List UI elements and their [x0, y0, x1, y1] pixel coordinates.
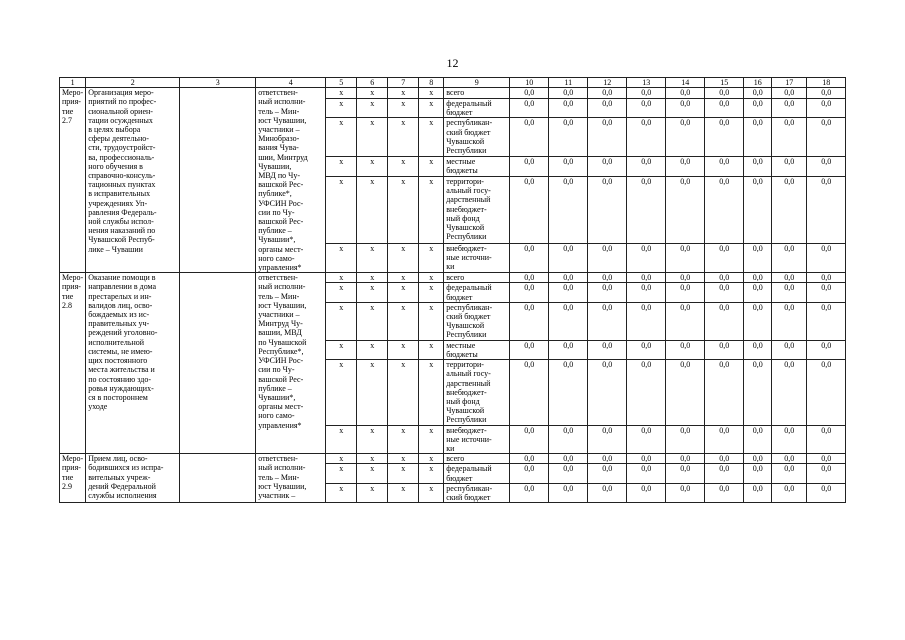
value-cell: 0,0 [627, 177, 666, 244]
code-cell-x6: х [357, 157, 388, 177]
value-cell: 0,0 [627, 340, 666, 359]
code-cell-x8: х [419, 98, 444, 118]
value-cell: 0,0 [588, 340, 627, 359]
value-cell: 0,0 [807, 88, 846, 98]
table-row [60, 88, 846, 98]
code-cell-x5: х [326, 157, 357, 177]
header-cell-12: 12 [588, 78, 627, 88]
code-cell-x6: х [357, 98, 388, 118]
value-cell: 0,0 [549, 302, 588, 340]
code-cell-x7: х [388, 273, 419, 283]
value-cell: 0,0 [705, 360, 744, 425]
code-cell-x8: х [419, 340, 444, 359]
code-cell-x6: х [357, 464, 388, 483]
value-cell: 0,0 [510, 88, 549, 98]
value-cell: 0,0 [744, 464, 772, 483]
value-cell: 0,0 [744, 454, 772, 464]
value-cell: 0,0 [666, 483, 705, 502]
value-cell: 0,0 [510, 454, 549, 464]
value-cell: 0,0 [666, 464, 705, 483]
funding-source: федеральный бюджет [444, 464, 510, 483]
code-cell-x7: х [388, 483, 419, 502]
value-cell: 0,0 [510, 302, 549, 340]
value-cell: 0,0 [510, 157, 549, 177]
value-cell: 0,0 [666, 360, 705, 425]
budget-table [59, 77, 846, 503]
value-cell: 0,0 [549, 454, 588, 464]
header-cell-1: 1 [60, 78, 86, 88]
value-cell: 0,0 [744, 283, 772, 302]
value-cell: 0,0 [666, 88, 705, 98]
code-cell-x5: х [326, 340, 357, 359]
code-cell-x6: х [357, 360, 388, 425]
value-cell: 0,0 [744, 118, 772, 157]
code-cell-x7: х [388, 464, 419, 483]
value-cell: 0,0 [588, 483, 627, 502]
table-row [60, 454, 846, 464]
value-cell: 0,0 [705, 283, 744, 302]
value-cell: 0,0 [666, 273, 705, 283]
code-cell-x5: х [326, 464, 357, 483]
value-cell: 0,0 [549, 157, 588, 177]
value-cell: 0,0 [666, 425, 705, 454]
value-cell: 0,0 [588, 157, 627, 177]
value-cell: 0,0 [510, 483, 549, 502]
value-cell: 0,0 [807, 454, 846, 464]
code-cell-x8: х [419, 425, 444, 454]
value-cell: 0,0 [705, 177, 744, 244]
value-cell: 0,0 [807, 243, 846, 272]
header-cell-15: 15 [705, 78, 744, 88]
header-cell-7: 7 [388, 78, 419, 88]
value-cell: 0,0 [588, 88, 627, 98]
funding-source: местные бюджеты [444, 157, 510, 177]
header-row [60, 78, 846, 88]
value-cell: 0,0 [549, 425, 588, 454]
value-cell: 0,0 [772, 302, 807, 340]
table-row [60, 273, 846, 283]
code-cell-x8: х [419, 273, 444, 283]
value-cell: 0,0 [744, 302, 772, 340]
code-cell-x6: х [357, 425, 388, 454]
funding-source: внебюджет- ные источни- ки [444, 425, 510, 454]
value-cell: 0,0 [627, 425, 666, 454]
value-cell: 0,0 [549, 118, 588, 157]
value-cell: 0,0 [705, 243, 744, 272]
header-cell-9: 9 [444, 78, 510, 88]
code-cell-x8: х [419, 302, 444, 340]
header-cell-8: 8 [419, 78, 444, 88]
value-cell: 0,0 [627, 243, 666, 272]
code-cell-x6: х [357, 243, 388, 272]
value-cell: 0,0 [510, 118, 549, 157]
value-cell: 0,0 [549, 483, 588, 502]
funding-source: местные бюджеты [444, 340, 510, 359]
activity-description: Прием лиц, осво- бодившихся из испра- вительных учреж- дений Федеральной службы исполнения [86, 454, 180, 503]
funding-source: федеральный бюджет [444, 98, 510, 118]
activity-col3 [180, 273, 256, 454]
value-cell: 0,0 [772, 243, 807, 272]
value-cell: 0,0 [588, 283, 627, 302]
value-cell: 0,0 [549, 177, 588, 244]
code-cell-x5: х [326, 483, 357, 502]
value-cell: 0,0 [744, 425, 772, 454]
value-cell: 0,0 [807, 273, 846, 283]
code-cell-x8: х [419, 283, 444, 302]
value-cell: 0,0 [807, 118, 846, 157]
value-cell: 0,0 [588, 273, 627, 283]
activity-responsible: ответствен- ный исполни- тель – Мин- юст Чувашии, участники – Минтруд Чу- вашии, МВД по Чувашской Республике*, УФСИН Рос- сии по Чу- вашской Рес- публике – Чувашии*, органы мест- ного само- управления* [256, 273, 326, 454]
value-cell: 0,0 [510, 464, 549, 483]
code-cell-x8: х [419, 483, 444, 502]
header-cell-18: 18 [807, 78, 846, 88]
value-cell: 0,0 [705, 302, 744, 340]
value-cell: 0,0 [549, 98, 588, 118]
value-cell: 0,0 [744, 273, 772, 283]
value-cell: 0,0 [705, 157, 744, 177]
funding-source: территори- альный госу- дарственный внебюджет- ный фонд Чувашской Республики [444, 177, 510, 244]
header-cell-10: 10 [510, 78, 549, 88]
header-cell-3: 3 [180, 78, 256, 88]
header-cell-14: 14 [666, 78, 705, 88]
activity-description: Оказание помощи в направлении в дома престарелых и ин- валидов лиц, осво- бождаемых из ис- правительных уч- реждений уголовно- исполнительной системы, не имею- щих постоянного места жительства и по состоянию здо- ровья нуждающих- ся в постороннем уходе [86, 273, 180, 454]
value-cell: 0,0 [705, 98, 744, 118]
value-cell: 0,0 [744, 88, 772, 98]
value-cell: 0,0 [666, 177, 705, 244]
code-cell-x7: х [388, 340, 419, 359]
value-cell: 0,0 [549, 464, 588, 483]
value-cell: 0,0 [666, 454, 705, 464]
value-cell: 0,0 [772, 273, 807, 283]
value-cell: 0,0 [588, 177, 627, 244]
header-cell-4: 4 [256, 78, 326, 88]
value-cell: 0,0 [510, 177, 549, 244]
funding-source: территори- альный госу- дарственный внебюджет- ный фонд Чувашской Республики [444, 360, 510, 425]
code-cell-x5: х [326, 98, 357, 118]
value-cell: 0,0 [588, 360, 627, 425]
code-cell-x7: х [388, 88, 419, 98]
code-cell-x5: х [326, 283, 357, 302]
code-cell-x5: х [326, 360, 357, 425]
value-cell: 0,0 [588, 464, 627, 483]
value-cell: 0,0 [744, 98, 772, 118]
value-cell: 0,0 [549, 360, 588, 425]
code-cell-x8: х [419, 243, 444, 272]
funding-source: всего [444, 273, 510, 283]
value-cell: 0,0 [807, 157, 846, 177]
code-cell-x6: х [357, 454, 388, 464]
header-cell-2: 2 [86, 78, 180, 88]
value-cell: 0,0 [807, 283, 846, 302]
value-cell: 0,0 [807, 425, 846, 454]
value-cell: 0,0 [627, 273, 666, 283]
value-cell: 0,0 [627, 157, 666, 177]
funding-source: федеральный бюджет [444, 283, 510, 302]
code-cell-x7: х [388, 454, 419, 464]
value-cell: 0,0 [772, 464, 807, 483]
page-number: 12 [446, 56, 459, 70]
code-cell-x5: х [326, 425, 357, 454]
value-cell: 0,0 [549, 283, 588, 302]
value-cell: 0,0 [772, 454, 807, 464]
value-cell: 0,0 [588, 454, 627, 464]
code-cell-x7: х [388, 177, 419, 244]
code-cell-x8: х [419, 118, 444, 157]
value-cell: 0,0 [627, 118, 666, 157]
code-cell-x7: х [388, 98, 419, 118]
code-cell-x6: х [357, 340, 388, 359]
value-cell: 0,0 [666, 283, 705, 302]
code-cell-x6: х [357, 118, 388, 157]
code-cell-x7: х [388, 243, 419, 272]
code-cell-x8: х [419, 464, 444, 483]
code-cell-x6: х [357, 273, 388, 283]
value-cell: 0,0 [807, 360, 846, 425]
value-cell: 0,0 [772, 118, 807, 157]
activity-responsible: ответствен- ный исполни- тель – Мин- юст Чувашии, участники – Минобразо- вания Чува- шии, Минтруд Чувашии, МВД по Чу- вашской Рес- публике*, УФСИН Рос- сии по Чу- вашской Рес- публике – Чувашии*, органы мест- ного само- управления* [256, 88, 326, 273]
value-cell: 0,0 [666, 98, 705, 118]
value-cell: 0,0 [627, 98, 666, 118]
value-cell: 0,0 [807, 98, 846, 118]
value-cell: 0,0 [772, 177, 807, 244]
code-cell-x7: х [388, 118, 419, 157]
value-cell: 0,0 [772, 88, 807, 98]
value-cell: 0,0 [807, 483, 846, 502]
value-cell: 0,0 [588, 98, 627, 118]
value-cell: 0,0 [510, 425, 549, 454]
value-cell: 0,0 [510, 273, 549, 283]
value-cell: 0,0 [807, 302, 846, 340]
value-cell: 0,0 [588, 118, 627, 157]
value-cell: 0,0 [666, 340, 705, 359]
value-cell: 0,0 [744, 340, 772, 359]
activity-description: Организация меро- приятий по профес- сиональной ориен- тации осужденных в целях выбора сферы деятельно- сти, трудоустройст- ва, профессиональ- ного обучения в справочно-консуль- тационных пунктах в исправительных учреждениях Уп- равления Федераль- ной службы испол- нения наказаний по Чувашской Респуб- лике – Чувашии [86, 88, 180, 273]
code-cell-x8: х [419, 454, 444, 464]
code-cell-x5: х [326, 273, 357, 283]
code-cell-x5: х [326, 454, 357, 464]
value-cell: 0,0 [744, 483, 772, 502]
value-cell: 0,0 [627, 360, 666, 425]
activity-code: Меро- прия- тие 2.9 [60, 454, 86, 503]
value-cell: 0,0 [705, 118, 744, 157]
value-cell: 0,0 [744, 243, 772, 272]
value-cell: 0,0 [627, 283, 666, 302]
code-cell-x5: х [326, 302, 357, 340]
value-cell: 0,0 [772, 425, 807, 454]
value-cell: 0,0 [705, 88, 744, 98]
code-cell-x7: х [388, 283, 419, 302]
code-cell-x8: х [419, 157, 444, 177]
header-cell-5: 5 [326, 78, 357, 88]
header-cell-6: 6 [357, 78, 388, 88]
header-cell-11: 11 [549, 78, 588, 88]
value-cell: 0,0 [510, 360, 549, 425]
value-cell: 0,0 [588, 425, 627, 454]
header-cell-13: 13 [627, 78, 666, 88]
value-cell: 0,0 [772, 340, 807, 359]
value-cell: 0,0 [772, 360, 807, 425]
activity-col3 [180, 454, 256, 503]
activity-responsible: ответствен- ный исполни- тель – Мин- юст Чувашии, участник – [256, 454, 326, 503]
value-cell: 0,0 [627, 454, 666, 464]
code-cell-x5: х [326, 243, 357, 272]
value-cell: 0,0 [510, 98, 549, 118]
value-cell: 0,0 [807, 340, 846, 359]
value-cell: 0,0 [588, 302, 627, 340]
value-cell: 0,0 [510, 340, 549, 359]
value-cell: 0,0 [807, 464, 846, 483]
value-cell: 0,0 [666, 118, 705, 157]
funding-source: всего [444, 454, 510, 464]
code-cell-x6: х [357, 283, 388, 302]
value-cell: 0,0 [772, 157, 807, 177]
code-cell-x7: х [388, 360, 419, 425]
value-cell: 0,0 [705, 483, 744, 502]
code-cell-x6: х [357, 88, 388, 98]
code-cell-x7: х [388, 157, 419, 177]
value-cell: 0,0 [666, 302, 705, 340]
value-cell: 0,0 [772, 483, 807, 502]
value-cell: 0,0 [744, 360, 772, 425]
code-cell-x7: х [388, 425, 419, 454]
activity-code: Меро- прия- тие 2.7 [60, 88, 86, 273]
code-cell-x8: х [419, 177, 444, 244]
funding-source: республикан- ский бюджет Чувашской Республики [444, 302, 510, 340]
code-cell-x6: х [357, 483, 388, 502]
value-cell: 0,0 [666, 157, 705, 177]
activity-col3 [180, 88, 256, 273]
value-cell: 0,0 [588, 243, 627, 272]
value-cell: 0,0 [549, 243, 588, 272]
value-cell: 0,0 [549, 88, 588, 98]
funding-source: республикан- ский бюджет Чувашской Республики [444, 118, 510, 157]
funding-source: всего [444, 88, 510, 98]
value-cell: 0,0 [705, 425, 744, 454]
activity-code: Меро- прия- тие 2.8 [60, 273, 86, 454]
code-cell-x5: х [326, 177, 357, 244]
value-cell: 0,0 [705, 464, 744, 483]
value-cell: 0,0 [627, 483, 666, 502]
value-cell: 0,0 [772, 98, 807, 118]
code-cell-x6: х [357, 177, 388, 244]
value-cell: 0,0 [744, 157, 772, 177]
value-cell: 0,0 [744, 177, 772, 244]
funding-source: внебюджет- ные источни- ки [444, 243, 510, 272]
value-cell: 0,0 [627, 88, 666, 98]
header-cell-16: 16 [744, 78, 772, 88]
value-cell: 0,0 [627, 302, 666, 340]
value-cell: 0,0 [549, 340, 588, 359]
value-cell: 0,0 [510, 283, 549, 302]
value-cell: 0,0 [666, 243, 705, 272]
code-cell-x8: х [419, 360, 444, 425]
code-cell-x5: х [326, 118, 357, 157]
value-cell: 0,0 [807, 177, 846, 244]
code-cell-x8: х [419, 88, 444, 98]
value-cell: 0,0 [549, 273, 588, 283]
code-cell-x6: х [357, 302, 388, 340]
value-cell: 0,0 [705, 273, 744, 283]
header-cell-17: 17 [772, 78, 807, 88]
code-cell-x5: х [326, 88, 357, 98]
value-cell: 0,0 [627, 464, 666, 483]
value-cell: 0,0 [510, 243, 549, 272]
value-cell: 0,0 [705, 340, 744, 359]
funding-source: республикан- ский бюджет [444, 483, 510, 502]
value-cell: 0,0 [772, 283, 807, 302]
code-cell-x7: х [388, 302, 419, 340]
value-cell: 0,0 [705, 454, 744, 464]
